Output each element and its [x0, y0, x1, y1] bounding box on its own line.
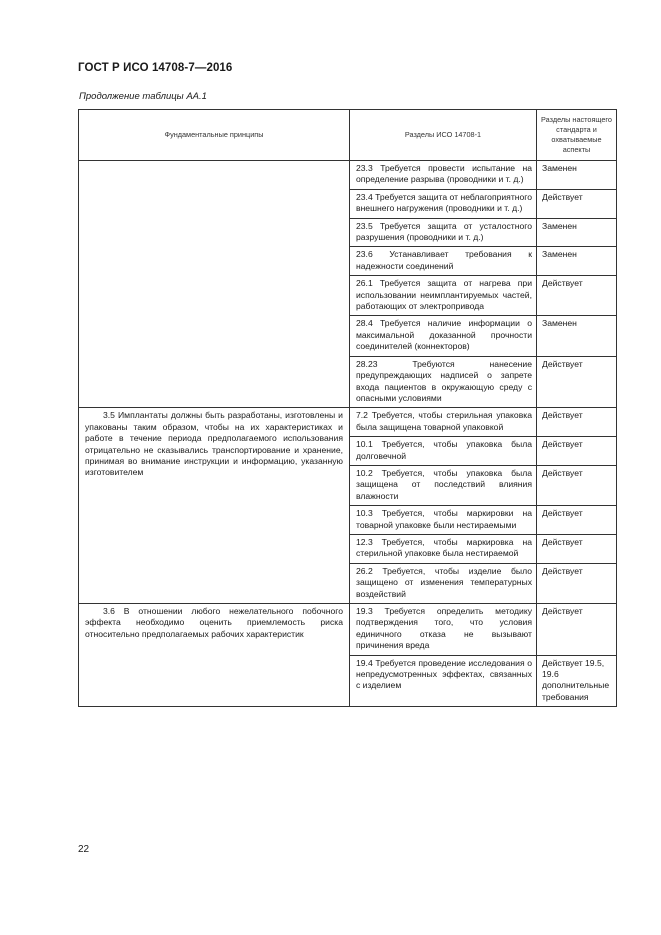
section-cell: 19.4 Требуется проведение исследования о непредусмотренных эффектах, связанных с изделием [350, 655, 537, 707]
principle-cell: 3.6 В отношении любого нежелательного побочного эффекта необходимо оценить приемлемость риска относительно предполагаемых рабочих характеристик [79, 604, 350, 707]
requirements-table [78, 109, 617, 707]
status-cell: Заменен [537, 218, 617, 247]
column-header-principles: Фундаментальные принципы [79, 110, 350, 161]
status-cell: Заменен [537, 161, 617, 190]
section-cell: 28.23 Требуются нанесение предупреждающих надписей о запрете входа пациентов в окружающую среду с опасными условиями [350, 356, 537, 408]
status-cell: Действует [537, 408, 617, 437]
status-cell: Действует [537, 189, 617, 218]
table-row [79, 408, 617, 437]
principle-cell [79, 161, 350, 408]
table-header-row [79, 110, 617, 161]
section-cell: 7.2 Требуется, чтобы стерильная упаковка была защищена товарной упаковкой [350, 408, 537, 437]
column-header-standard-sections: Разделы настоящего стандарта и охватываемые аспекты [537, 110, 617, 161]
section-cell: 23.3 Требуется провести испытание на определение разрыва (проводники и т. д.) [350, 161, 537, 190]
status-cell: Действует [537, 563, 617, 603]
status-cell: Действует [537, 506, 617, 535]
table-row [79, 604, 617, 656]
section-cell: 28.4 Требуется наличие информации о максимальной доказанной прочности соединителей (коннекторов) [350, 316, 537, 356]
section-cell: 26.1 Требуется защита от нагрева при использовании неимплантируемых частей, работающих от электропривода [350, 276, 537, 316]
status-cell: Действует [537, 356, 617, 408]
status-cell: Заменен [537, 316, 617, 356]
section-cell: 12.3 Требуется, чтобы маркировка на стерильной упаковке была нестираемой [350, 534, 537, 563]
principle-cell: 3.5 Имплантаты должны быть разработаны, изготовлены и упакованы таким образом, чтобы на их характеристиках и работе в течение периода предполагаемого использования отрицательно не сказывались транспортирование и хранение, принимая во внимание инструкции и информацию, указанную изготовителем [79, 408, 350, 604]
status-cell: Заменен [537, 247, 617, 276]
status-cell: Действует [537, 465, 617, 505]
status-cell: Действует [537, 437, 617, 466]
table-row [79, 161, 617, 190]
status-cell: Действует 19.5, 19.6 дополнительные требования [537, 655, 617, 707]
table-caption: Продолжение таблицы АА.1 [79, 91, 207, 102]
section-cell: 23.5 Требуется защита от усталостного разрушения (проводники и т. д.) [350, 218, 537, 247]
status-cell: Действует [537, 276, 617, 316]
column-header-iso-sections: Разделы ИСО 14708-1 [350, 110, 537, 161]
section-cell: 26.2 Требуется, чтобы изделие было защищено от изменения температурных воздействий [350, 563, 537, 603]
document-code: ГОСТ Р ИСО 14708-7—2016 [78, 62, 233, 74]
status-cell: Действует [537, 604, 617, 656]
status-cell: Действует [537, 534, 617, 563]
page-number: 22 [78, 844, 90, 855]
section-cell: 23.6 Устанавливает требования к надежности соединений [350, 247, 537, 276]
section-cell: 19.3 Требуется определить методику подтверждения того, что условия единичного отказа не вызывают причинения вреда [350, 604, 537, 656]
section-cell: 23.4 Требуется защита от неблагоприятного внешнего нагружения (проводники и т. д.) [350, 189, 537, 218]
section-cell: 10.1 Требуется, чтобы упаковка была долговечной [350, 437, 537, 466]
section-cell: 10.2 Требуется, чтобы упаковка была защищена от последствий влияния влажности [350, 465, 537, 505]
section-cell: 10.3 Требуется, чтобы маркировки на товарной упаковке были нестираемыми [350, 506, 537, 535]
